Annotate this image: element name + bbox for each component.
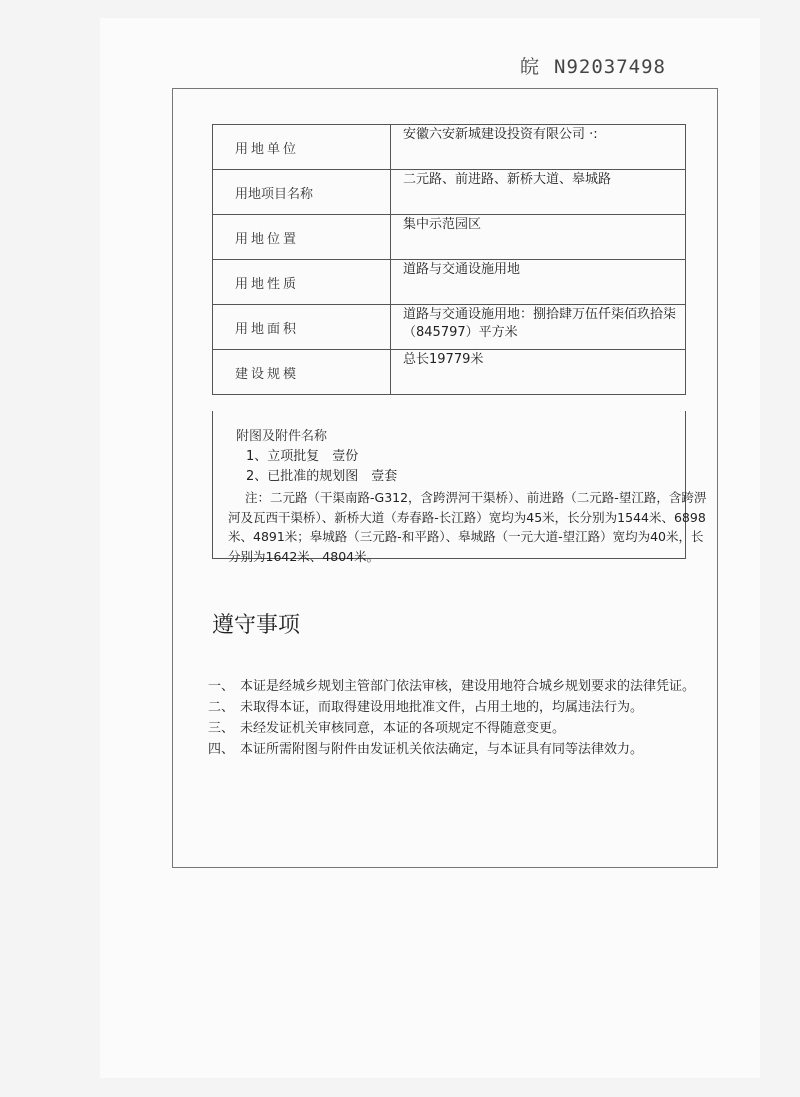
table-row [213,170,686,215]
attachment-item: 2、已批准的规划图 壹套 [246,469,398,484]
row-value-land-unit: 安徽六安新城建设投资有限公司 ·: [391,125,686,170]
row-label-location: 用地位置 [213,215,391,260]
serial-code: N92037498 [554,56,666,78]
rule-text: 未经发证机关审核同意，本证的各项规定不得随意变更。 [240,721,566,736]
rule-text: 未取得本证，而取得建设用地批准文件，占用土地的，均属违法行为。 [240,700,644,715]
serial-province: 皖 [520,56,541,78]
row-value-land-area: 道路与交通设施用地：捌拾肆万伍仟柒佰玖拾柒（845797）平方米 [391,305,686,350]
attachments-title: 附图及附件名称 [236,429,328,444]
attachment-item: 1、立项批复 壹份 [246,449,359,464]
table-row [213,125,686,170]
attachments-note: 注：二元路（干渠南路-G312，含跨淠河干渠桥）、前进路（二元路-望江路，含跨淠河及瓦西干渠桥）、新桥大道（寿春路-长江路）宽均为45米，长分别为1544米、6898米、4891米；皋城路（三元路-和平路）、皋城路（一元大道-望江路）宽均为40米，长分别为1642米、4804米。 [228,490,707,564]
rule-number: 一、 [208,679,235,694]
row-label-land-area: 用地面积 [213,305,391,350]
compliance-list [208,676,698,760]
list-item [208,697,698,718]
row-value-location: 集中示范园区 [391,215,686,260]
row-label-build-scale: 建设规模 [213,350,391,395]
row-value-land-nature: 道路与交通设施用地 [391,260,686,305]
list-item [208,718,698,739]
row-label-project-name: 用地项目名称 [213,170,391,215]
compliance-title: 遵守事项 [212,613,301,638]
rule-number: 二、 [208,700,235,715]
land-info-table [212,124,686,395]
table-row [213,215,686,260]
rule-text: 本证是经城乡规划主管部门依法审核，建设用地符合城乡规划要求的法律凭证。 [240,679,696,694]
list-item [208,739,698,760]
table-row [213,305,686,350]
row-label-land-unit: 用地单位 [213,125,391,170]
rule-number: 三、 [208,721,235,736]
serial-number [520,52,666,79]
rule-text: 本证所需附图与附件由发证机关依法确定，与本证具有同等法律效力。 [240,742,644,757]
row-label-land-nature: 用地性质 [213,260,391,305]
table-row [213,260,686,305]
table-row [213,350,686,395]
row-value-project-name: 二元路、前进路、新桥大道、皋城路 [391,170,686,215]
rule-number: 四、 [208,742,235,757]
row-value-build-scale: 总长19779米 [391,350,686,395]
list-item [208,676,698,697]
